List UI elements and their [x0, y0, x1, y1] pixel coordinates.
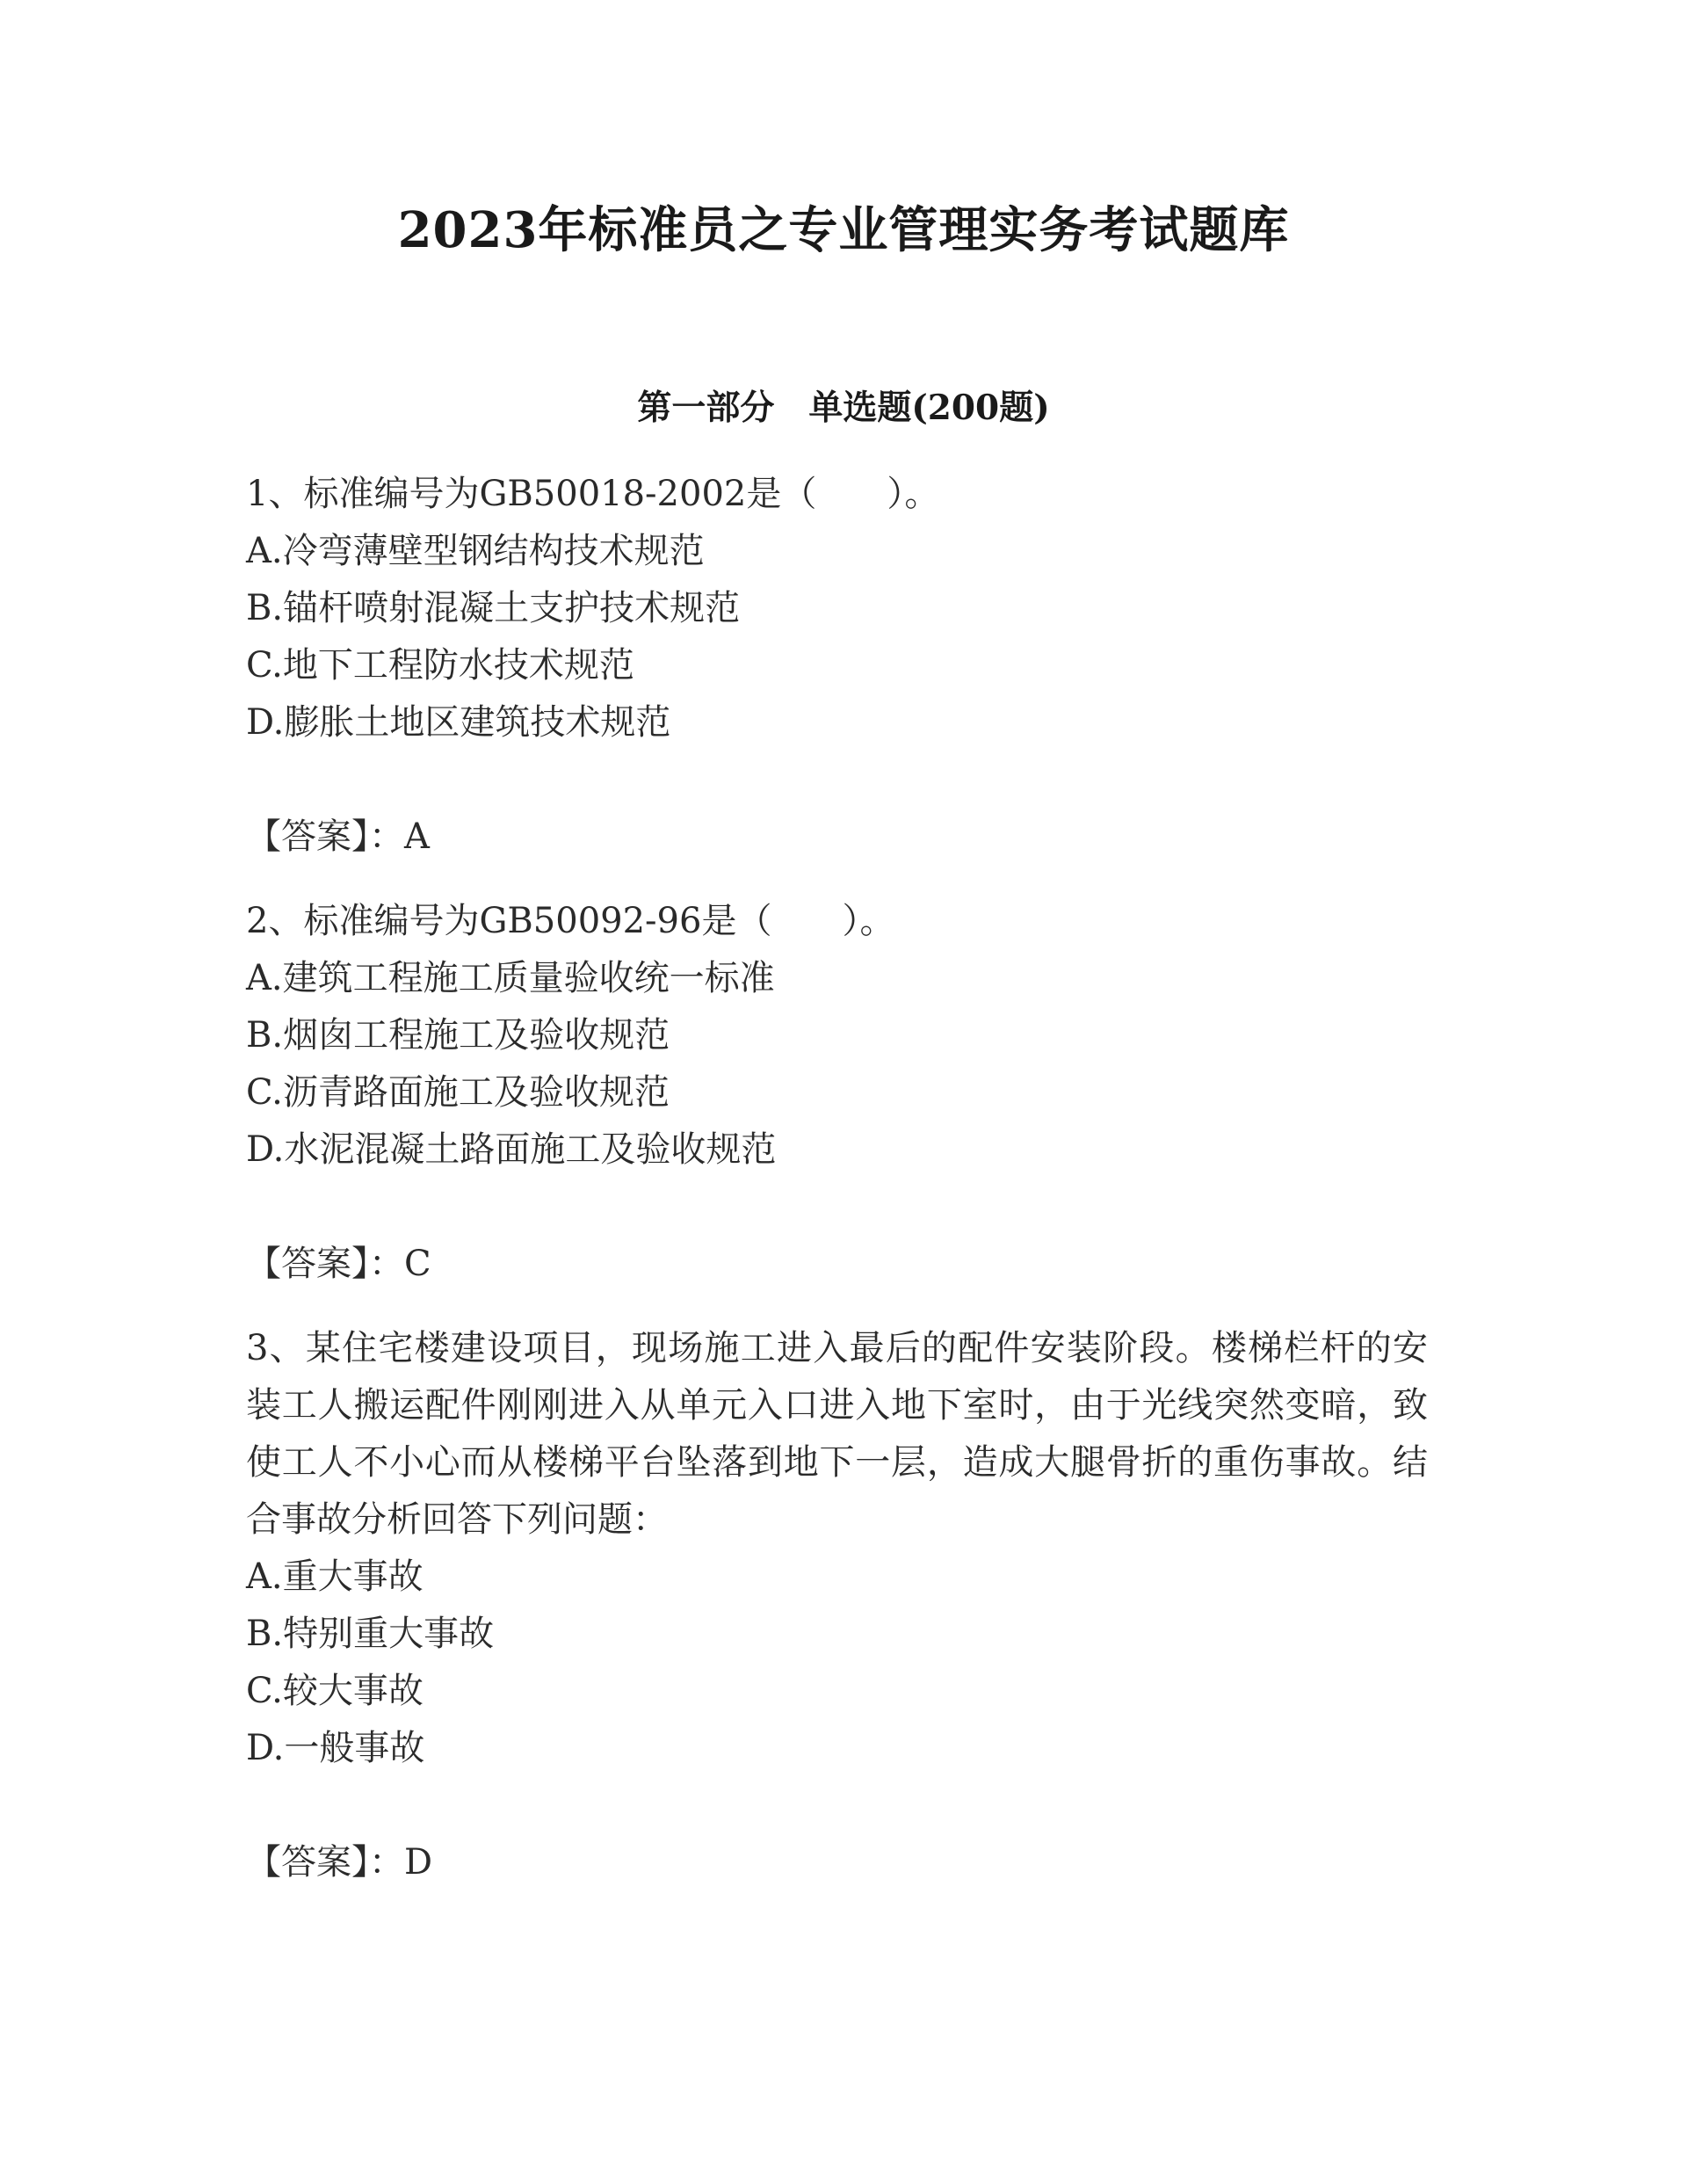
option-c: C.地下工程防水技术规范: [246, 645, 634, 686]
document-title: 2023年标准员之专业管理实务考试题库: [397, 201, 1290, 259]
option-list: [246, 950, 1428, 1179]
question-3: [246, 1320, 1428, 1891]
option-c: C.较大事故: [246, 1671, 424, 1711]
answer-line: 【答案】：A: [246, 816, 430, 857]
option-d: D.一般事故: [246, 1728, 425, 1768]
section-heading: 第一部分 单选题(200题): [637, 388, 1050, 428]
option-a: A.建筑工程施工质量验收统一标准: [246, 958, 775, 998]
option-b: B.烟囱工程施工及验收规范: [246, 1015, 670, 1056]
question-1: [246, 466, 1428, 866]
option-list: [246, 523, 1428, 751]
option-b: B.锚杆喷射混凝土支护技术规范: [246, 588, 741, 628]
option-b: B.特别重大事故: [246, 1614, 495, 1654]
answer-line: 【答案】：C: [246, 1244, 431, 1284]
question-list: [246, 466, 1428, 1891]
question-stem: 2、标准编号为GB50092-96是（ ）。: [246, 901, 895, 941]
option-c: C.沥青路面施工及验收规范: [246, 1072, 670, 1113]
question-stem: 1、标准编号为GB50018-2002是（ ）。: [246, 474, 940, 514]
option-d: D.水泥混凝土路面施工及验收规范: [246, 1129, 777, 1170]
option-a: A.重大事故: [246, 1556, 424, 1597]
question-stem: 3、某住宅楼建设项目，现场施工进入最后的配件安装阶段。楼梯栏杆的安装工人搬运配件刚刚进入从单元入口进入地下室时，由于光线突然变暗，致使工人不小心而从楼梯平台坠落到地下一层，造成大腿骨折的重伤事故。结合事故分析回答下列问题：: [246, 1328, 1428, 1540]
option-a: A.冷弯薄壁型钢结构技术规范: [246, 531, 705, 571]
option-list: [246, 1549, 1428, 1777]
question-2: [246, 893, 1428, 1293]
option-d: D.膨胀土地区建筑技术规范: [246, 702, 671, 743]
answer-line: 【答案】：D: [246, 1842, 433, 1883]
